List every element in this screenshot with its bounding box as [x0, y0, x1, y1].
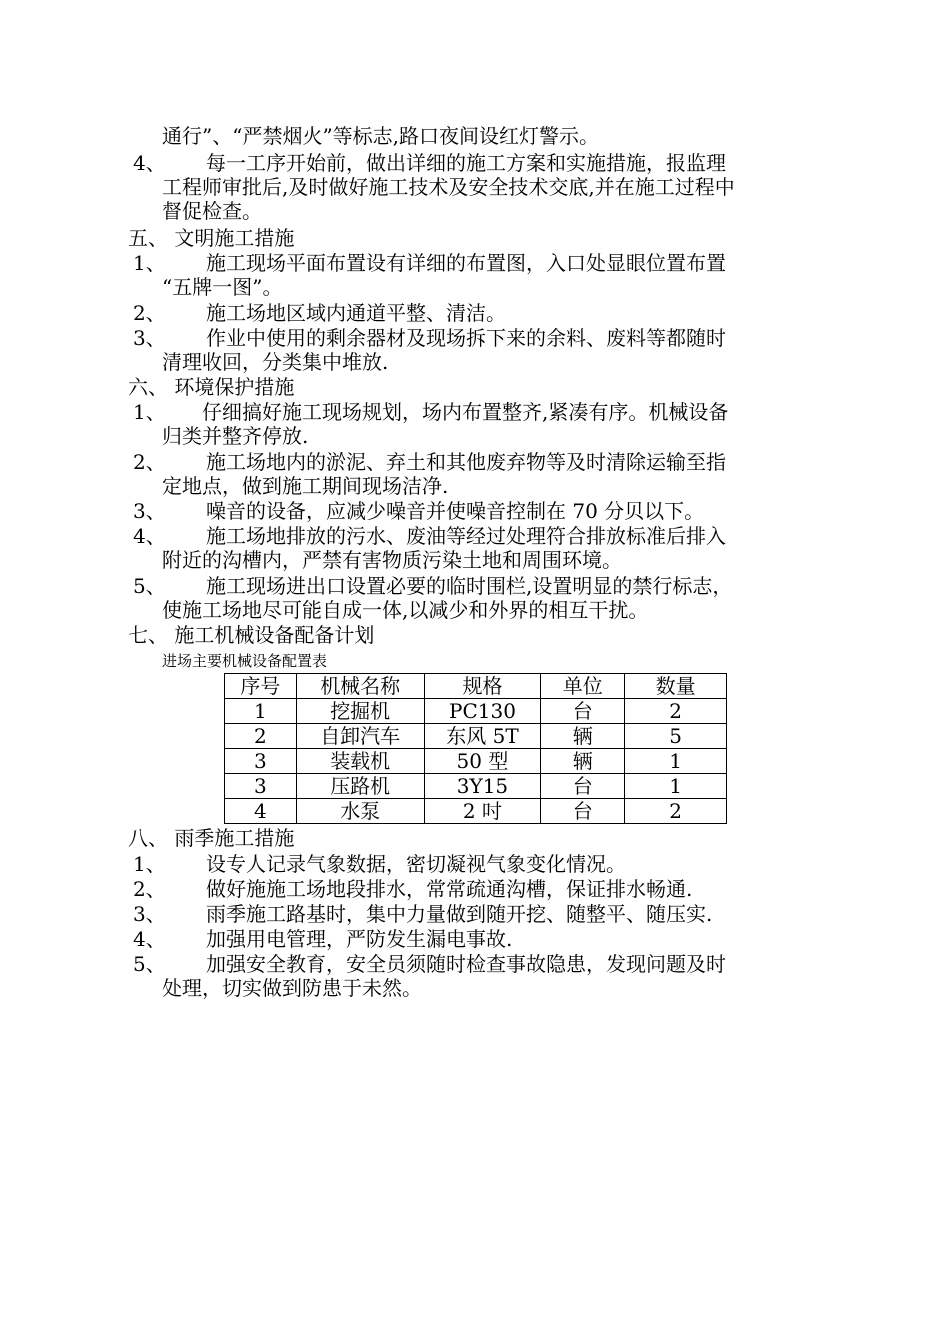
item-number: 1、	[133, 400, 166, 424]
table-cell: 2	[225, 724, 297, 749]
item-text: 噪音的设备，应减少噪音并使噪音控制在 70 分贝以下。	[206, 499, 705, 523]
section-heading: 八、 雨季施工措施	[128, 826, 295, 850]
item-number: 2、	[133, 450, 166, 474]
item-number: 5、	[133, 952, 166, 976]
section-heading: 五、 文明施工措施	[128, 226, 295, 250]
item-text: 仔细搞好施工现场规划，场内布置整齐,紧凑有序。机械设备	[202, 400, 729, 424]
item-text-cont: 督促检查。	[162, 199, 262, 223]
item-text-cont: 附近的沟槽内，严禁有害物质污染土地和周围环境。	[162, 548, 622, 572]
section-heading: 七、 施工机械设备配备计划	[128, 623, 375, 647]
table-cell: 4	[225, 799, 297, 824]
item-text-cont: 使施工场地尽可能自成一体,以减少和外界的相互干扰。	[162, 598, 649, 622]
table-cell: 挖掘机	[296, 699, 424, 724]
header-cell: 规格	[424, 674, 541, 699]
table-cell: 东风 5T	[424, 724, 541, 749]
table-cell: PC130	[424, 699, 541, 724]
table-cell: 压路机	[296, 774, 424, 799]
item-text: 施工场地排放的污水、废油等经过处理符合排放标准后排入	[206, 524, 726, 548]
table-cell: 台	[541, 774, 625, 799]
table-cell: 辆	[541, 749, 625, 774]
item-text: 加强安全教育，安全员须随时检查事故隐患，发现问题及时	[206, 952, 726, 976]
item-text: 加强用电管理，严防发生漏电事故.	[206, 927, 513, 951]
table-cell: 50 型	[424, 749, 541, 774]
equipment-table	[224, 673, 727, 824]
table-cell: 台	[541, 699, 625, 724]
table-cell: 2	[625, 799, 727, 824]
table-row	[225, 774, 727, 799]
table-cell: 3Y15	[424, 774, 541, 799]
item-text: 设专人记录气象数据，密切凝视气象变化情况。	[206, 852, 626, 876]
item-number: 1、	[133, 852, 166, 876]
item-text: 施工现场进出口设置必要的临时围栏,设置明显的禁行标志，	[206, 574, 733, 598]
table-cell: 水泵	[296, 799, 424, 824]
table-header-row	[225, 674, 727, 699]
item-number: 2、	[133, 877, 166, 901]
section-heading: 六、 环境保护措施	[128, 375, 295, 399]
table-cell: 5	[625, 724, 727, 749]
header-cell: 序号	[225, 674, 297, 699]
table-row	[225, 749, 727, 774]
item-text-cont: 清理收回，分类集中堆放.	[162, 350, 389, 374]
item-text: 施工场地内的淤泥、弃土和其他废弃物等及时清除运输至指	[206, 450, 726, 474]
item-number: 4、	[133, 524, 166, 548]
continuation-line: 通行”、“严禁烟火”等标志,路口夜间设红灯警示。	[162, 124, 600, 148]
item-number: 3、	[133, 902, 166, 926]
table-cell: 3	[225, 774, 297, 799]
item-text-cont: “五牌一图”。	[162, 275, 283, 299]
table-cell: 辆	[541, 724, 625, 749]
table-caption: 进场主要机械设备配置表	[162, 652, 328, 670]
table-cell: 3	[225, 749, 297, 774]
table-cell: 1	[225, 699, 297, 724]
item-text-cont: 处理，切实做到防患于未然。	[162, 976, 422, 1000]
item-number: 4、	[133, 151, 166, 175]
table-cell: 1	[625, 774, 727, 799]
item-number: 2、	[133, 301, 166, 325]
item-text: 施工场地区域内通道平整、清洁。	[206, 301, 506, 325]
item-number: 5、	[133, 574, 166, 598]
item-number: 3、	[133, 499, 166, 523]
table-row	[225, 724, 727, 749]
item-text: 施工现场平面布置设有详细的布置图，入口处显眼位置布置	[206, 251, 726, 275]
table-cell: 2	[625, 699, 727, 724]
table-cell: 台	[541, 799, 625, 824]
table-cell: 1	[625, 749, 727, 774]
header-cell: 机械名称	[296, 674, 424, 699]
item-number: 3、	[133, 326, 166, 350]
table-row	[225, 799, 727, 824]
item-text: 每一工序开始前，做出详细的施工方案和实施措施，报监理	[206, 151, 726, 175]
item-text: 做好施施工场地段排水，常常疏通沟槽，保证排水畅通.	[206, 877, 693, 901]
item-text: 作业中使用的剩余器材及现场拆下来的余料、废料等都随时	[206, 326, 726, 350]
item-text-cont: 归类并整齐停放.	[162, 424, 309, 448]
table-row	[225, 699, 727, 724]
header-cell: 数量	[625, 674, 727, 699]
item-text: 雨季施工路基时，集中力量做到随开挖、随整平、随压实.	[206, 902, 713, 926]
header-cell: 单位	[541, 674, 625, 699]
item-number: 4、	[133, 927, 166, 951]
item-number: 1、	[133, 251, 166, 275]
table-cell: 装载机	[296, 749, 424, 774]
table-cell: 自卸汽车	[296, 724, 424, 749]
table-cell: 2 吋	[424, 799, 541, 824]
item-text-cont: 定地点，做到施工期间现场洁净.	[162, 474, 449, 498]
item-text-cont: 工程师审批后,及时做好施工技术及安全技术交底,并在施工过程中	[162, 175, 735, 199]
